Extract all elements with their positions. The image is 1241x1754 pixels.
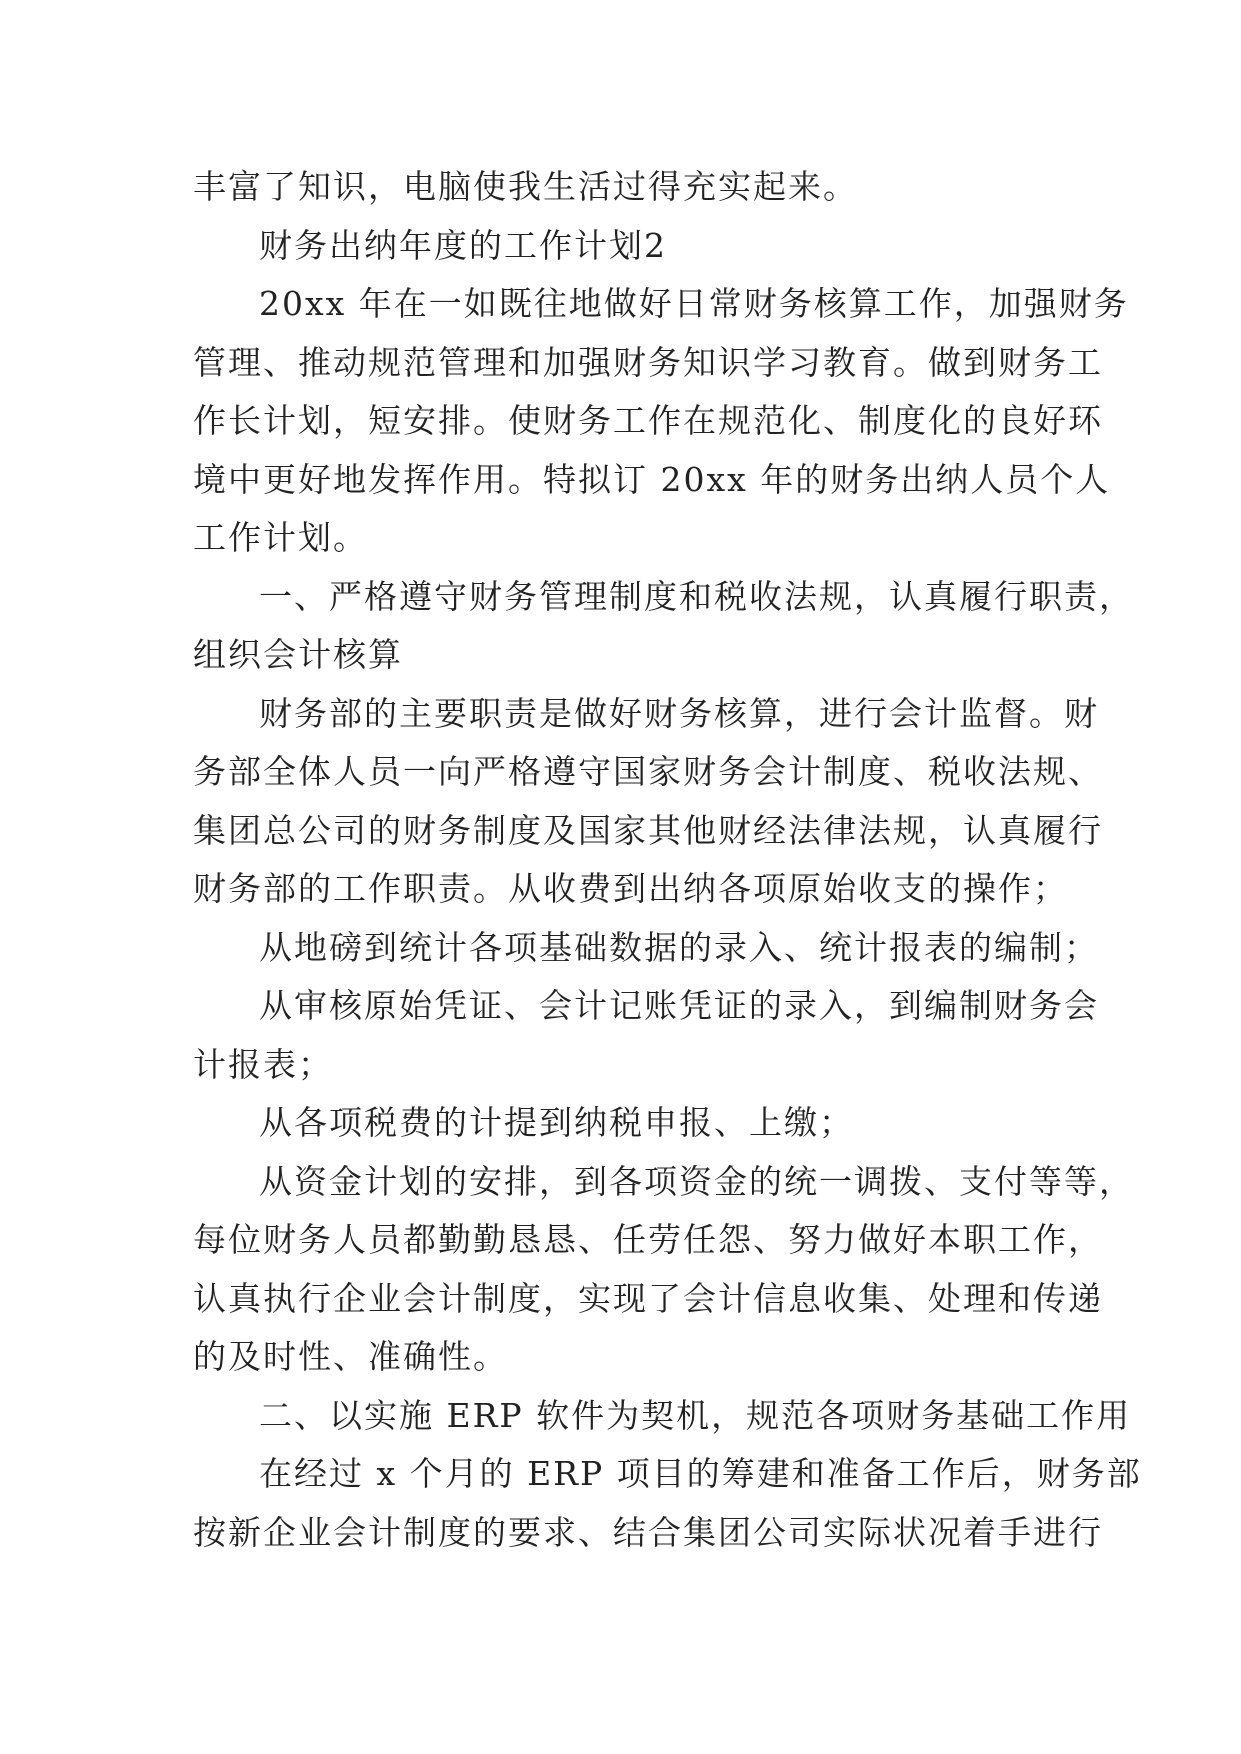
text-line: 按新企业会计制度的要求、结合集团公司实际状况着手进行 <box>193 1512 1103 1552</box>
text-line: 认真执行企业会计制度，实现了会计信息收集、处理和传递 <box>193 1278 1103 1318</box>
heading-line: 一、严格遵守财务管理制度和税收法规，认真履行职责， <box>259 576 1134 616</box>
text-line: 财务部的主要职责是做好财务核算，进行会计监督。财 <box>259 693 1099 733</box>
text-line: 境中更好地发挥作用。特拟订 20xx 年的财务出纳人员个人 <box>193 459 1111 499</box>
text-line: 管理、推动规范管理和加强财务知识学习教育。做到财务工 <box>193 342 1103 382</box>
text-line: 在经过 x 个月的 ERP 项目的筹建和准备工作后，财务部 <box>259 1454 1142 1493</box>
heading-line: 组织会计核算 <box>193 635 403 674</box>
text-line: 集团总公司的财务制度及国家其他财经法律法规，认真履行 <box>193 810 1103 850</box>
text-line: 工作计划。 <box>193 518 368 557</box>
text-line: 每位财务人员都勤勤恳恳、任劳任怨、努力做好本职工作， <box>193 1220 1103 1259</box>
heading-line: 二、以实施 ERP 软件为契机，规范各项财务基础工作用 <box>259 1395 1132 1435</box>
text-line: 作长计划，短安排。使财务工作在规范化、制度化的良好环 <box>193 401 1103 440</box>
text-line: 从资金计划的安排，到各项资金的统一调拨、支付等等， <box>259 1161 1134 1201</box>
section-title: 财务出纳年度的工作计划2 <box>259 225 667 265</box>
text-line: 财务部的工作职责。从收费到出纳各项原始收支的操作； <box>193 869 1068 908</box>
document-body <box>193 158 1142 1562</box>
text-line: 从各项税费的计提到纳税申报、上缴； <box>259 1103 854 1142</box>
text-line: 的及时性、准确性。 <box>193 1337 508 1376</box>
text-line: 务部全体人员一向严格遵守国家财务会计制度、税收法规、 <box>193 752 1103 791</box>
text-line: 计报表； <box>193 1044 333 1084</box>
text-line: 从审核原始凭证、会计记账凭证的录入，到编制财务会 <box>259 986 1099 1025</box>
text-line: 20xx 年在一如既往地做好日常财务核算工作，加强财务 <box>259 284 1129 323</box>
text-line: 从地磅到统计各项基础数据的录入、统计报表的编制； <box>259 927 1099 967</box>
text-line: 丰富了知识，电脑使我生活过得充实起来。 <box>193 167 858 206</box>
